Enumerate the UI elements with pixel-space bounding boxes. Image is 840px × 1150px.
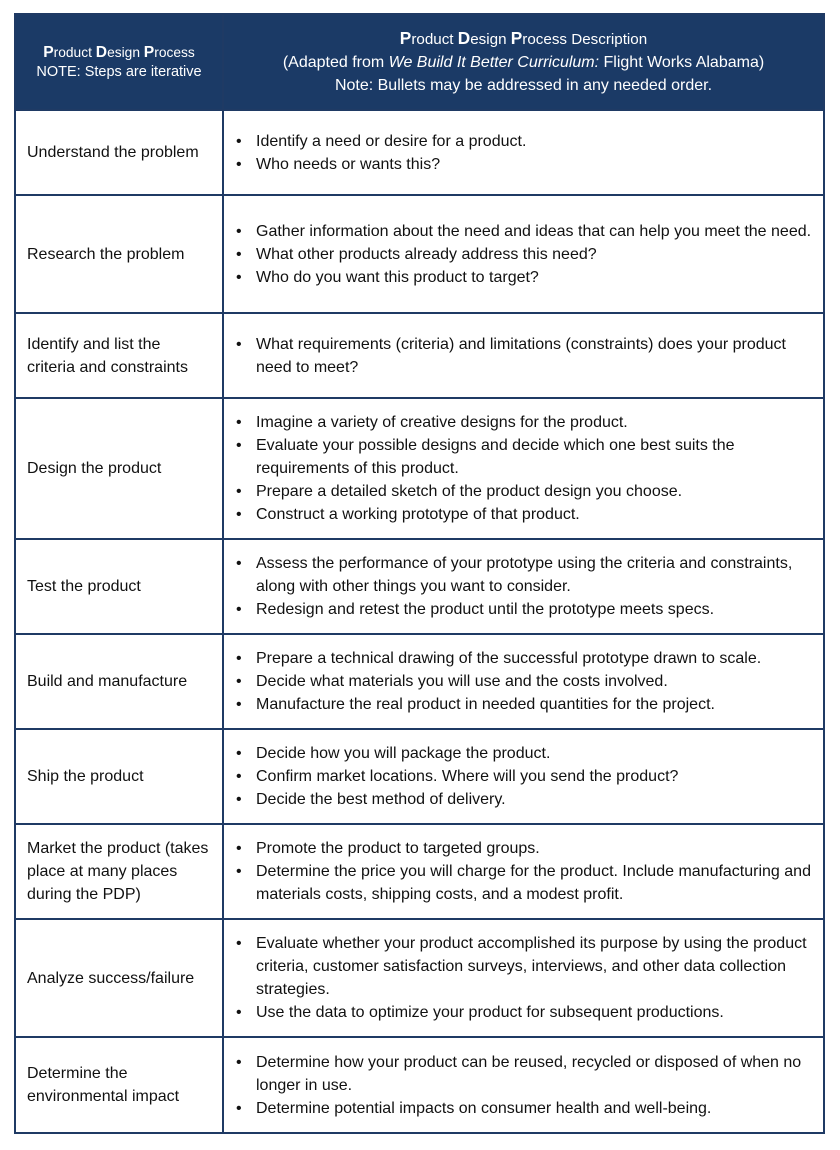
- bullet-item: • Prepare a technical drawing of the successful prototype drawn to scale.: [256, 647, 817, 670]
- step-description: [223, 729, 824, 824]
- bullet-item: • Gather information about the need and ideas that can help you meet the need.: [256, 220, 817, 243]
- product-design-process-table: [14, 13, 825, 1134]
- step-name: Test the product: [15, 539, 223, 634]
- bullet-item: • Confirm market locations. Where will you send the product?: [256, 765, 817, 788]
- bullet-item: • Decide what materials you will use and the costs involved.: [256, 670, 817, 693]
- table-row: [15, 313, 824, 398]
- bullet-list: [224, 1051, 817, 1120]
- bullet-list: [224, 932, 817, 1024]
- table-row: [15, 634, 824, 729]
- header-description-title: Product Design Process Description: [399, 28, 648, 48]
- bullet-item: • Identify a need or desire for a product.: [256, 130, 817, 153]
- step-name: Market the product (takes place at many places during the PDP): [15, 824, 223, 919]
- step-description: [223, 634, 824, 729]
- header-process-title: Product Design Process: [43, 43, 195, 61]
- header-process-cell: [15, 14, 223, 110]
- step-description: [223, 824, 824, 919]
- header-process-note: NOTE: Steps are iterative: [36, 63, 202, 80]
- step-name: Design the product: [15, 398, 223, 539]
- bullet-list: [224, 742, 817, 811]
- bullet-item: • Determine how your product can be reused, recycled or disposed of when no longer in use.: [256, 1051, 817, 1097]
- bullet-item: • Evaluate your possible designs and decide which one best suits the requirements of this product.: [256, 434, 817, 480]
- bullet-item: • Manufacture the real product in needed quantities for the project.: [256, 693, 817, 716]
- table-row: [15, 1037, 824, 1133]
- bullet-item: • Evaluate whether your product accomplished its purpose by using the product criteria, customer satisfaction surveys, interviews, and other data collection strategies.: [256, 932, 817, 1001]
- table-row: [15, 195, 824, 313]
- step-description: [223, 398, 824, 539]
- table-row: [15, 919, 824, 1037]
- table-body: [15, 110, 824, 1133]
- bullet-item: • What other products already address this need?: [256, 243, 817, 266]
- bullet-item: • Decide the best method of delivery.: [256, 788, 817, 811]
- step-description: [223, 313, 824, 398]
- bullet-item: • Use the data to optimize your product for subsequent productions.: [256, 1001, 817, 1024]
- step-name: Analyze success/failure: [15, 919, 223, 1037]
- step-description: [223, 539, 824, 634]
- bullet-item: • Decide how you will package the product.: [256, 742, 817, 765]
- bullet-list: [224, 837, 817, 906]
- table-row: [15, 398, 824, 539]
- step-name: Identify and list the criteria and constraints: [15, 313, 223, 398]
- step-name: Research the problem: [15, 195, 223, 313]
- bullet-list: [224, 130, 817, 176]
- bullet-item: • Imagine a variety of creative designs for the product.: [256, 411, 817, 434]
- bullet-list: [224, 333, 817, 379]
- table-row: [15, 824, 824, 919]
- bullet-item: • Assess the performance of your prototype using the criteria and constraints, along with other things you want to consider.: [256, 552, 817, 598]
- table-header-row: [15, 14, 824, 110]
- bullet-item: • Redesign and retest the product until the prototype meets specs.: [256, 598, 817, 621]
- step-name: Understand the problem: [15, 110, 223, 195]
- bullet-item: • Determine potential impacts on consumer health and well-being.: [256, 1097, 817, 1120]
- header-adapted-from: (Adapted from We Build It Better Curriculum: Flight Works Alabama): [282, 54, 765, 71]
- bullet-item: • Who do you want this product to target?: [256, 266, 817, 289]
- table-row: [15, 729, 824, 824]
- header-description-note: Note: Bullets may be addressed in any needed order.: [334, 77, 713, 94]
- table-row: [15, 110, 824, 195]
- bullet-item: • Prepare a detailed sketch of the product design you choose.: [256, 480, 817, 503]
- bullet-list: [224, 411, 817, 526]
- step-description: [223, 195, 824, 313]
- step-name: Build and manufacture: [15, 634, 223, 729]
- bullet-item: • Construct a working prototype of that product.: [256, 503, 817, 526]
- step-name: Ship the product: [15, 729, 223, 824]
- bullet-list: [224, 220, 817, 289]
- step-name: Determine the environmental impact: [15, 1037, 223, 1133]
- bullet-item: • Promote the product to targeted groups.: [256, 837, 817, 860]
- bullet-item: • What requirements (criteria) and limitations (constraints) does your product need to meet?: [256, 333, 817, 379]
- bullet-list: [224, 552, 817, 621]
- bullet-item: • Determine the price you will charge for the product. Include manufacturing and materials costs, shipping costs, and a modest profit.: [256, 860, 817, 906]
- step-description: [223, 110, 824, 195]
- bullet-list: [224, 647, 817, 716]
- step-description: [223, 1037, 824, 1133]
- header-description-cell: [223, 14, 824, 110]
- bullet-item: • Who needs or wants this?: [256, 153, 817, 176]
- table-row: [15, 539, 824, 634]
- step-description: [223, 919, 824, 1037]
